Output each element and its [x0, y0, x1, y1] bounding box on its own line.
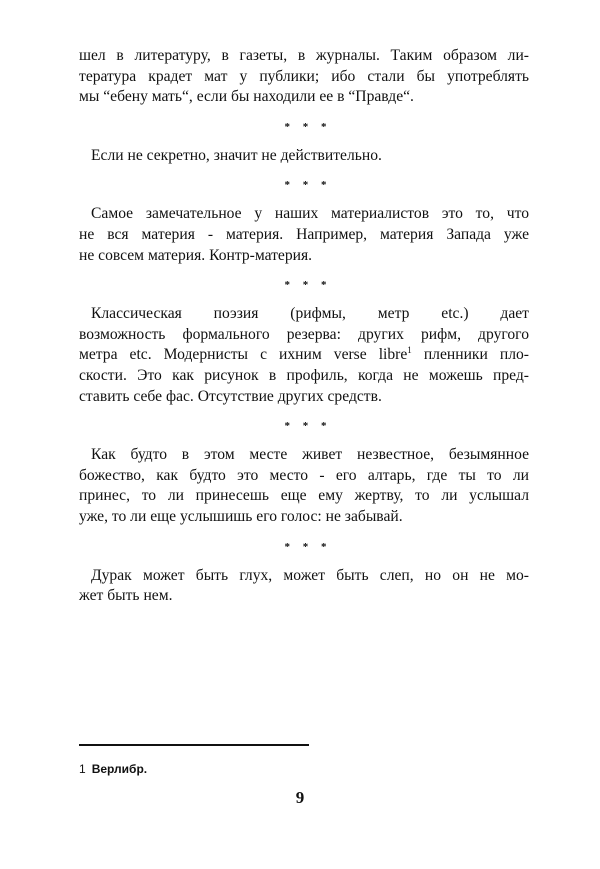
paragraph-5 — [79, 445, 529, 527]
section-separator: * * * — [284, 279, 332, 292]
text-line: Дурак может быть глух, может быть слеп, но он не мо- — [91, 566, 529, 584]
page-body — [79, 46, 529, 607]
text-line-part: метра etc. Модернисты с ихним verse libre — [79, 346, 408, 364]
text-line: уже, то ли еще услышишь его голос: не забывай. — [79, 507, 403, 525]
section-separator: * * * — [284, 120, 332, 133]
text-line: ставить себе фас. Отсутствие других средств. — [79, 387, 382, 405]
text-line: возможность формального резерва: других рифм, другого — [79, 325, 529, 343]
text-line: скости. Это как рисунок в профиль, когда не можешь пред- — [79, 366, 529, 384]
footnote — [79, 762, 147, 776]
text-line: божество, как будто это место - его алтарь, где ты то ли — [79, 466, 529, 484]
section-separator: * * * — [284, 420, 332, 433]
text-line: жет быть нем. — [79, 587, 173, 605]
text-line: Классическая поэзия (рифмы, метр etc.) дает — [91, 305, 529, 323]
footnote-mark: 1 — [79, 762, 86, 776]
section-separator: * * * — [284, 179, 332, 192]
text-line: тература крадет мат у публики; ибо стали бы употреблять — [79, 67, 529, 85]
text-line: Если не секретно, значит не действительно. — [91, 146, 382, 164]
paragraph-4 — [79, 304, 529, 407]
text-line: шел в литературу, в газеты, в журналы. Таким образом ли- — [79, 47, 529, 64]
paragraph-6 — [79, 566, 529, 607]
section-separator: * * * — [284, 540, 332, 553]
text-line-with-footnote — [79, 345, 529, 366]
text-line: мы “ебену мать“, если бы находили ее в “Правде“. — [79, 88, 414, 106]
text-line: Как будто в этом месте живет незвестное, безымянное — [91, 446, 529, 464]
page-number: 9 — [295, 788, 305, 807]
text-line: Самое замечательное у наших материалистов это то, что — [91, 205, 529, 223]
footnote-text: Верлибр. — [91, 762, 148, 776]
footnote-divider — [79, 744, 309, 746]
paragraph-1 — [79, 46, 529, 108]
text-line-part: пленники пло- — [411, 346, 529, 364]
paragraph-2 — [79, 146, 529, 167]
text-line: не совсем материя. Контр-материя. — [79, 246, 313, 264]
footnote-reference: 1 — [407, 345, 412, 356]
text-line: принес, то ли принесешь еще ему жертву, то ли услышал — [79, 487, 529, 505]
paragraph-3 — [79, 204, 529, 266]
text-line: не вся материя - материя. Например, материя Запада уже — [79, 225, 529, 243]
